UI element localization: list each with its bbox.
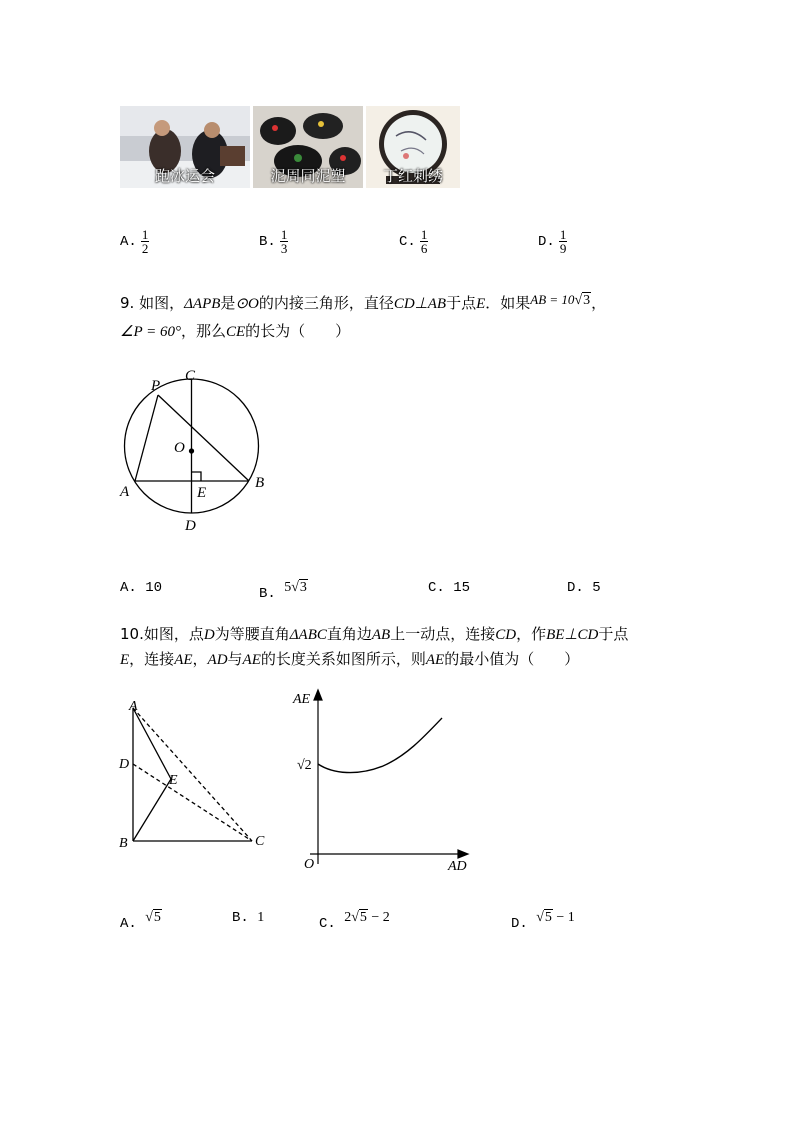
q9-line-2: ∠P = 60°，那么CE的长为（ ）: [120, 322, 351, 340]
right-angle-mark: [192, 472, 202, 481]
q9-option-b[interactable]: B. 5√3: [259, 580, 307, 602]
q10-stem: [120, 622, 690, 672]
photo-embroidery: [366, 106, 460, 188]
photo-clay-figures: [253, 106, 363, 188]
tick-sqrt2: √2: [297, 758, 312, 773]
photo-ice-skating: [120, 106, 250, 188]
photo-caption: 跑冰运会: [154, 167, 215, 185]
q9-line-1: 9. 如图，ΔAPB是⊙O的内接三角形，直径CD⊥AB于点E．如果AB = 10√3，: [120, 292, 607, 312]
q10-function-graph: [288, 686, 478, 876]
q10-option-c[interactable]: C. 2√5 − 2: [319, 910, 390, 932]
q10-option-b[interactable]: B. 1: [232, 910, 265, 926]
photo-caption: 丁红刺绣: [382, 167, 443, 185]
label-d: D: [185, 518, 196, 534]
q9-circle-figure: [110, 364, 280, 536]
q10-option-a[interactable]: A. √5: [120, 910, 161, 932]
origin-label: O: [304, 857, 315, 872]
label-d: D: [119, 757, 130, 772]
y-axis-arrow: [314, 690, 322, 700]
q10-line-1: 10.如图，点D为等腰直角ΔABC直角边AB上一动点，连接CD，作BE⊥CD于点: [120, 625, 629, 643]
q8-option-c[interactable]: C. $\frac{1}{6}$: [399, 227, 428, 256]
q10-triangle-figure: [114, 696, 274, 856]
dashed-ac: [133, 708, 252, 841]
label-a: A: [120, 484, 130, 500]
q10-line-2: E，连接AE，AD与AE的长度关系如图所示，则AE的最小值为（ ）: [120, 650, 580, 668]
label-b: B: [119, 836, 128, 851]
label-a: A: [129, 699, 138, 714]
label-o: O: [174, 440, 185, 456]
q9-option-a[interactable]: A. 10: [120, 580, 163, 596]
fraction: $\frac{1}{3}$: [280, 227, 288, 256]
label-c: C: [185, 368, 196, 384]
segment-be: [133, 779, 171, 841]
x-axis-arrow: [458, 850, 468, 858]
fraction: $\frac{1}{2}$: [141, 227, 149, 256]
label-b: B: [255, 475, 265, 491]
center-o: [190, 449, 194, 453]
label-e: E: [169, 773, 178, 788]
label-p: P: [151, 378, 161, 394]
q9-stem: [120, 288, 680, 344]
label-e: E: [197, 485, 207, 501]
q9-option-c[interactable]: C. 15: [428, 580, 471, 596]
curve-ae-vs-ad: [318, 718, 442, 773]
fraction: $\frac{1}{6}$: [420, 227, 428, 256]
q8-option-b[interactable]: B. $\frac{1}{3}$: [259, 227, 288, 256]
segment-pa: [135, 395, 158, 481]
q8-option-a[interactable]: A. $\frac{1}{2}$: [120, 227, 149, 256]
q8-option-d[interactable]: D. $\frac{1}{9}$: [538, 227, 567, 256]
segment-pb: [158, 395, 249, 481]
q10-option-d[interactable]: D. √5 − 1: [511, 910, 575, 932]
y-axis-label: AE: [293, 692, 311, 707]
dashed-dc: [133, 764, 252, 841]
q9-option-d[interactable]: D. 5: [567, 580, 601, 596]
label-c: C: [255, 834, 265, 849]
fraction: $\frac{1}{9}$: [559, 227, 567, 256]
photo-caption: 泥周同泥塑: [270, 167, 346, 185]
x-axis-label: AD: [448, 859, 467, 874]
